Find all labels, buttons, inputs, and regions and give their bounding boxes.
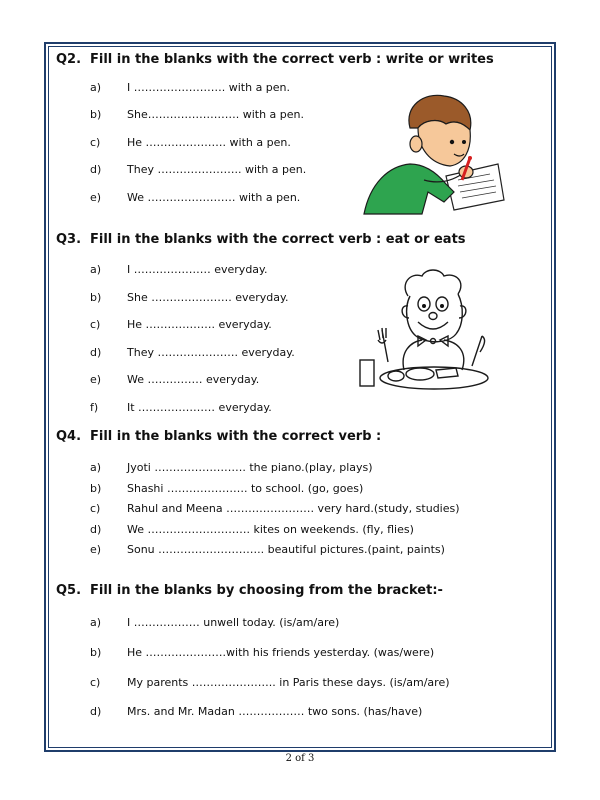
item-letter: b) [90,291,102,304]
item-text: Rahul and Meena …………………… very hard.(study, studies) [127,502,460,515]
item-letter: d) [90,705,102,718]
question-title: Fill in the blanks with the correct verb : write or writes [90,52,494,67]
list-item [90,108,304,121]
item-text: Sonu ……………………….. beautiful pictures.(paint, paints) [127,543,445,556]
item-letter: c) [90,676,101,689]
item-letter: c) [90,502,101,515]
item-text: He ………………….with his friends yesterday. (was/were) [127,646,435,659]
question-heading-q2 [56,52,494,67]
list-item [90,191,300,204]
list-item [90,502,460,515]
list-item [90,616,339,629]
list-item [90,318,272,331]
item-letter: a) [90,81,102,94]
question-title: Fill in the blanks with the correct verb : [90,429,382,444]
item-text: She……………………. with a pen. [127,108,305,121]
item-text: I ……………………. with a pen. [127,81,291,94]
item-letter: a) [90,263,102,276]
question-title: Fill in the blanks with the correct verb : eat or eats [90,232,466,247]
item-letter: d) [90,523,102,536]
item-text: I ……………… unwell today. (is/am/are) [127,616,340,629]
boy-writing-icon [358,88,506,216]
question-number: Q2. [56,52,82,67]
list-item [90,646,434,659]
item-letter: e) [90,191,102,204]
item-text: Mrs. and Mr. Madan ……………… two sons. (has/have) [127,705,423,718]
question-heading-q4 [56,429,381,444]
question-number: Q3. [56,232,82,247]
list-item [90,676,450,689]
item-letter: a) [90,616,102,629]
boy-eating-icon [352,266,500,396]
question-title: Fill in the blanks by choosing from the bracket:- [90,583,443,598]
question-heading-q5 [56,583,443,598]
list-item [90,81,290,94]
item-letter: f) [90,401,99,414]
item-text: He ………………. everyday. [127,318,272,331]
list-item [90,543,445,556]
list-item [90,373,259,386]
page-number: 2 of 3 [285,753,315,764]
item-text: They ………………….. with a pen. [127,163,307,176]
item-text: We …………………… with a pen. [127,191,301,204]
list-item [90,263,267,276]
item-letter: b) [90,646,102,659]
list-item [90,401,272,414]
list-item [90,291,288,304]
item-letter: e) [90,373,102,386]
list-item [90,523,414,536]
list-item [90,461,373,474]
item-letter: c) [90,136,101,149]
item-letter: a) [90,461,102,474]
item-text: My parents ………………….. in Paris these days. (is/am/are) [127,676,450,689]
question-heading-q3 [56,232,466,247]
item-letter: b) [90,108,102,121]
list-item [90,346,295,359]
question-number: Q4. [56,429,82,444]
item-text: We ………………………. kites on weekends. (fly, flies) [127,523,414,536]
item-letter: b) [90,482,102,495]
item-letter: c) [90,318,101,331]
list-item [90,163,306,176]
item-text: He …………………. with a pen. [127,136,291,149]
item-letter: d) [90,163,102,176]
item-text: Shashi …………………. to school. (go, goes) [127,482,364,495]
item-text: They …………………. everyday. [127,346,295,359]
item-text: She …………………. everyday. [127,291,289,304]
item-letter: d) [90,346,102,359]
list-item [90,705,422,718]
question-number: Q5. [56,583,82,598]
list-item [90,482,363,495]
item-letter: e) [90,543,102,556]
item-text: We …………… everyday. [127,373,260,386]
list-item [90,136,291,149]
item-text: It ………………… everyday. [127,401,272,414]
item-text: Jyoti ……………………. the piano.(play, plays) [127,461,373,474]
item-text: I ………………… everyday. [127,263,268,276]
